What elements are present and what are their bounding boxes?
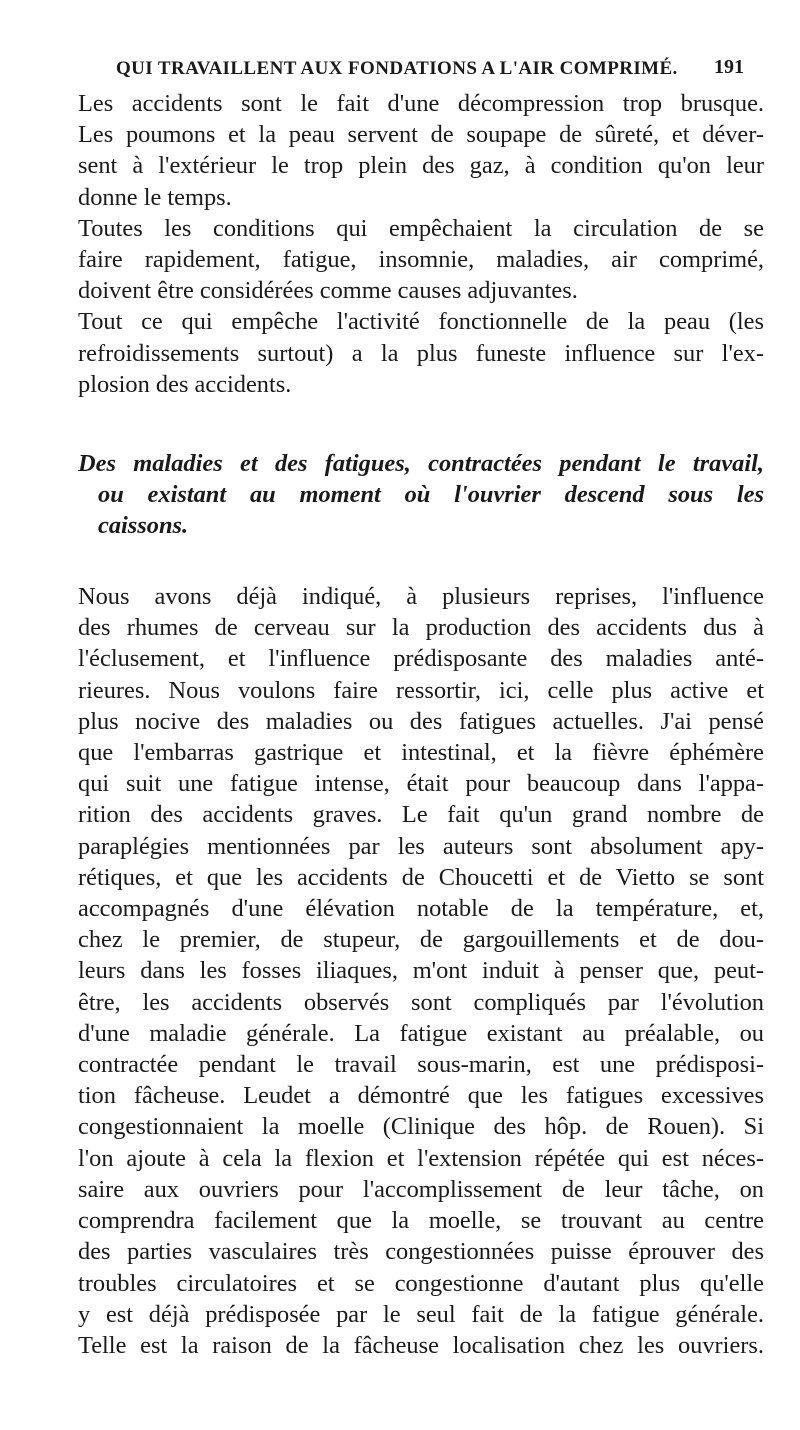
text-line: tion fâcheuse. Leudet a démontré que les fatigues excessives [78,1082,764,1110]
text-line: que l'embarras gastrique et intestinal, et la fièvre éphémère [78,739,764,767]
heading-line: caissons. [98,512,189,540]
text-line: paraplégies mentionnées par les auteurs sont absolument apy- [78,832,764,860]
text-line: congestionnaient la moelle (Clinique des hôp. de Rouen). Si [78,1113,764,1141]
body-text [78,88,764,1361]
text-line: comprendra facilement que la moelle, se trouvant au centre [78,1207,764,1235]
text-line: des rhumes de cerveau sur la production des accidents dus à [78,614,764,642]
text-line: saire aux ouvriers pour l'accomplissement de leur tâche, on [78,1175,764,1203]
text-line: donne le temps. [78,183,232,211]
heading-line: Des maladies et des fatigues, contractées pendant le travail, [78,450,764,478]
text-line: plus nocive des maladies ou des fatigues actuelles. J'ai pensé [78,707,764,735]
text-line: chez le premier, de stupeur, de gargouillements et de dou- [78,926,764,954]
text-line: Tout ce qui empêche l'activité fonctionnelle de la peau (les [78,308,764,336]
text-line: accompagnés d'une élévation notable de la température, et, [78,895,764,923]
paragraph-conditions [78,213,764,307]
text-line: refroidissements surtout) a la plus funeste influence sur l'ex- [78,339,764,367]
text-line: y est déjà prédisposée par le seul fait de la fatigue générale. [78,1300,764,1328]
text-line: rieures. Nous voulons faire ressortir, ici, celle plus active et [78,676,764,704]
paragraph-maladies-fatigues [78,581,764,1361]
text-line: l'éclusement, et l'influence prédisposante des maladies anté- [78,645,764,673]
paragraph-decompression [78,88,764,213]
text-line: rition des accidents graves. Le fait qu'un grand nombre de [78,801,764,829]
text-line: Les accidents sont le fait d'une décompression trop brusque. [78,90,764,117]
text-line: Telle est la raison de la fâcheuse localisation chez les ouvriers. [78,1331,764,1359]
running-head [60,54,744,84]
paragraph-skin-activity [78,306,764,400]
text-line: Nous avons déjà indiqué, à plusieurs reprises, l'influence [78,583,764,611]
heading-line: ou existant au moment où l'ouvrier descend sous les [98,481,764,509]
page-number: 191 [714,56,744,78]
text-line: Toutes les conditions qui empêchaient la circulation de se [78,214,764,242]
text-line: sent à l'extérieur le trop plein des gaz, à condition qu'on leur [78,152,764,180]
text-line: rétiques, et que les accidents de Choucetti et de Vietto se sont [78,863,764,891]
text-line: faire rapidement, fatigue, insomnie, maladies, air comprimé, [78,246,764,274]
text-line: d'une maladie générale. La fatigue existant au préalable, ou [78,1019,764,1047]
text-line: troubles circulatoires et se congestionne d'autant plus qu'elle [78,1269,764,1297]
text-line: Les poumons et la peau servent de soupape de sûreté, et déver- [78,121,764,149]
text-line: l'on ajoute à cela la flexion et l'extension répétée qui est néces- [78,1144,764,1172]
text-line: plosion des accidents. [78,370,292,398]
running-title: QUI TRAVAILLENT AUX FONDATIONS A L'AIR COMPRIMÉ. [116,58,678,79]
text-line: doivent être considérées comme causes adjuvantes. [78,277,578,305]
text-line: être, les accidents observés sont compliqués par l'évolution [78,988,764,1016]
text-line: contractée pendant le travail sous-marin, est une prédisposi- [78,1051,764,1079]
text-line: leurs dans les fosses iliaques, m'ont induit à penser que, peut- [78,957,764,985]
section-heading [78,448,764,541]
text-line: des parties vasculaires très congestionnées puisse éprouver des [78,1238,764,1266]
text-line: qui suit une fatigue intense, était pour beaucoup dans l'appa- [78,770,764,798]
